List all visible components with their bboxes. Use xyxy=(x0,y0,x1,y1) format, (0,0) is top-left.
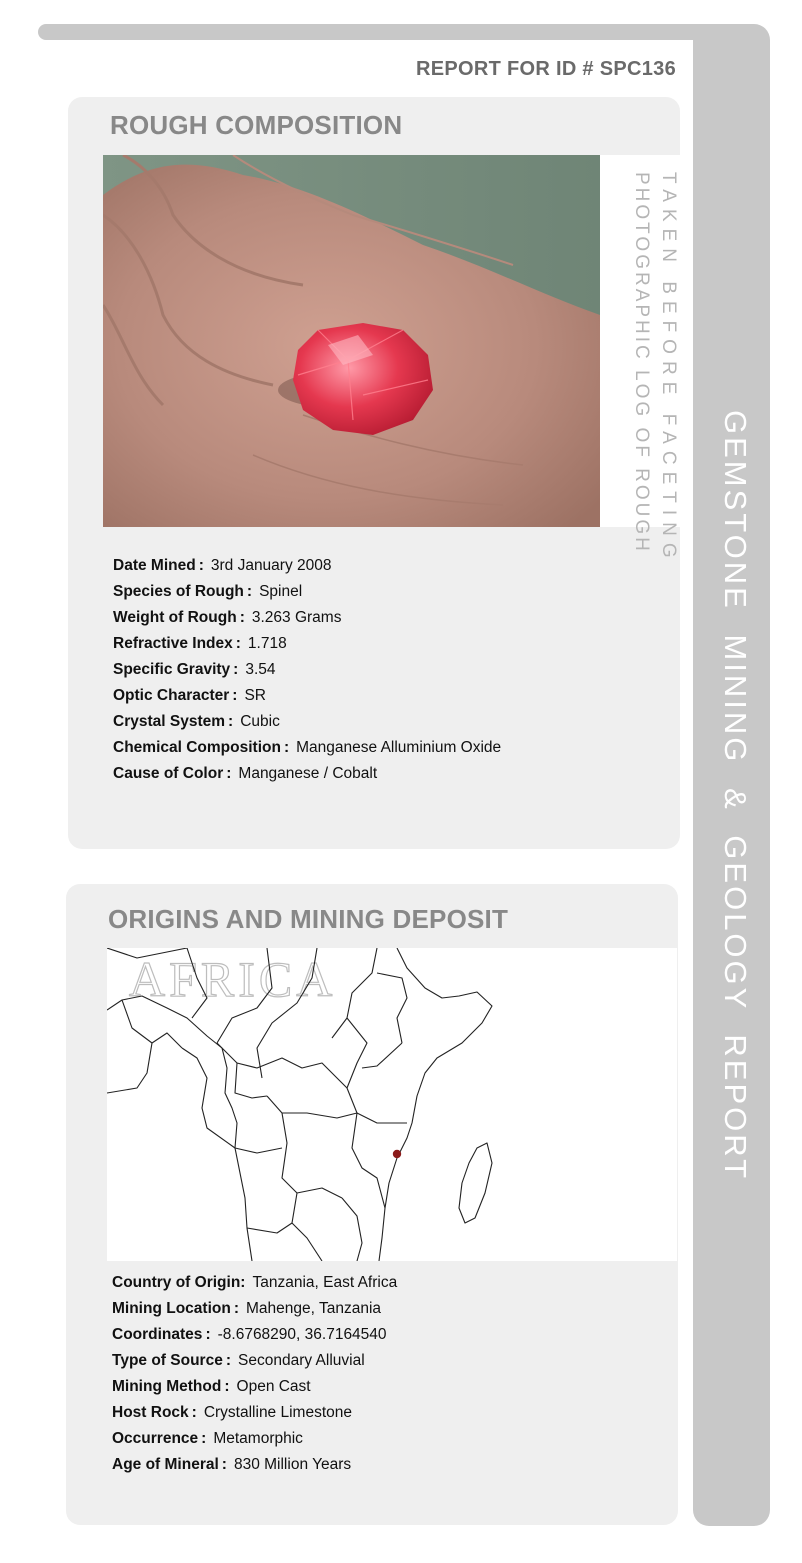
detail-row: Cause of Color : Manganese / Cobalt xyxy=(113,765,378,782)
detail-row: Mining Location : Mahenge, Tanzania xyxy=(112,1300,382,1317)
detail-row: Country of Origin: Tanzania, East Africa xyxy=(112,1274,398,1291)
detail-row: Mining Method : Open Cast xyxy=(112,1378,311,1395)
report-id: REPORT FOR ID # SPC136 xyxy=(416,58,676,80)
detail-row: Date Mined : 3rd January 2008 xyxy=(113,557,332,574)
detail-row: Optic Character : SR xyxy=(113,687,267,704)
detail-row: Weight of Rough : 3.263 Grams xyxy=(113,609,342,626)
rough-photo xyxy=(103,155,600,527)
detail-row: Host Rock : Crystalline Limestone xyxy=(112,1404,353,1421)
photo-caption-line1: PHOTOGRAPHIC LOG OF ROUGH xyxy=(631,172,652,554)
detail-row: Type of Source : Secondary Alluvial xyxy=(112,1352,365,1369)
detail-row: Species of Rough : Spinel xyxy=(113,583,303,600)
detail-row: Age of Mineral : 830 Million Years xyxy=(112,1456,352,1473)
photo-caption xyxy=(628,172,682,565)
detail-row: Occurrence : Metamorphic xyxy=(112,1430,303,1447)
origins-details-list xyxy=(112,1274,397,1482)
photo-caption-line2: TAKEN BEFORE FACETING xyxy=(658,172,679,565)
origins-title: ORIGINS AND MINING DEPOSIT xyxy=(108,904,509,934)
side-title-text: GEMSTONE MINING & GEOLOGY REPORT xyxy=(718,410,753,1182)
detail-row: Specific Gravity : 3.54 xyxy=(113,661,276,678)
detail-row: Refractive Index : 1.718 xyxy=(113,635,287,652)
deposit-location-marker xyxy=(393,1150,401,1158)
rough-composition-title: ROUGH COMPOSITION xyxy=(110,110,403,140)
detail-row: Crystal System : Cubic xyxy=(113,713,280,730)
side-title xyxy=(715,410,755,1182)
africa-map xyxy=(107,948,677,1261)
top-bar xyxy=(38,24,738,40)
detail-row: Chemical Composition : Manganese Alluminium Oxide xyxy=(113,739,502,756)
rough-details-list xyxy=(113,557,501,791)
detail-row: Coordinates : -8.6768290, 36.7164540 xyxy=(112,1326,387,1343)
map-label: AFRICA xyxy=(129,951,337,1007)
